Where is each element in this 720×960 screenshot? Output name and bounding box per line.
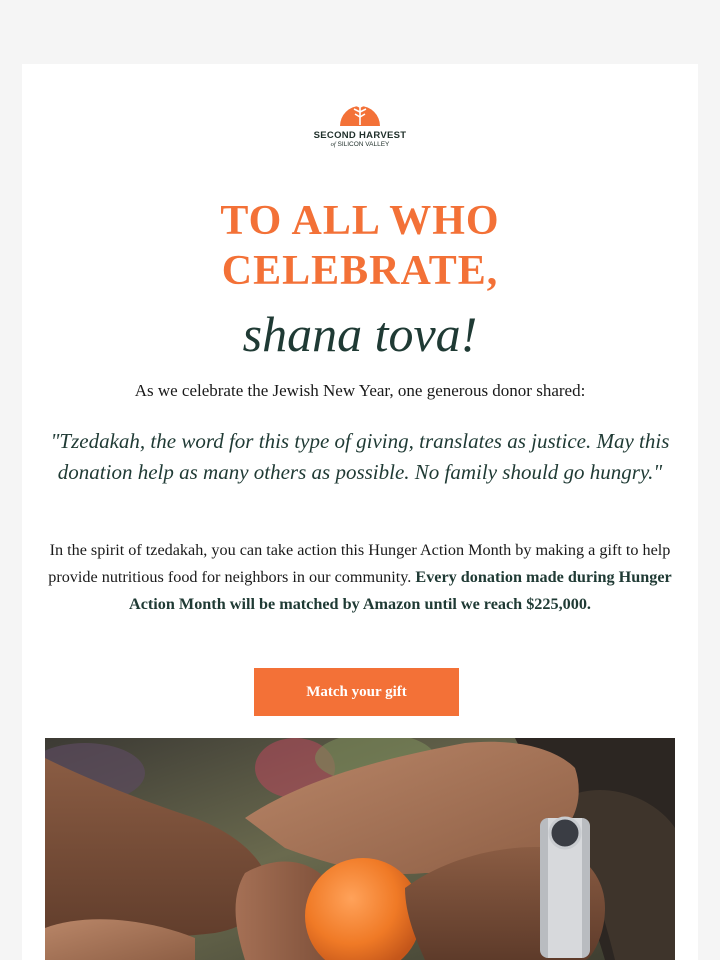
brand-logo[interactable] xyxy=(22,90,698,149)
headline-line-1: TO ALL WHO xyxy=(220,198,500,244)
brand-subname-prefix: of xyxy=(330,141,336,148)
email-card xyxy=(22,64,698,960)
body-bold-text: Every donation made during Hunger Action Month will be matched by Amazon until we reach $225,000. xyxy=(129,568,672,613)
headline xyxy=(22,196,698,296)
hands-holding-orange-image xyxy=(45,738,675,960)
brand-subname-text: SILICON VALLEY xyxy=(337,141,390,148)
brand-subname xyxy=(22,141,698,149)
body-regular-text: In the spirit of tzedakah, you can take action this Hunger Action Month by making a gift to help provide nutritious food for neighbors in our community. xyxy=(48,541,671,586)
body-paragraph xyxy=(48,537,672,618)
headline-line-2: CELEBRATE, xyxy=(221,248,499,294)
donor-quote: "Tzedakah, the word for this type of giving, translates as justice. May this donation help as many others as possible. No family should go hungry." xyxy=(50,429,670,484)
subheadline: shana tova! xyxy=(242,306,478,362)
wheat-sun-icon xyxy=(338,90,382,128)
brand-name: SECOND HARVEST xyxy=(313,130,407,141)
match-gift-button[interactable]: Match your gift xyxy=(254,668,459,716)
intro-text: As we celebrate the Jewish New Year, one generous donor shared: xyxy=(134,381,586,400)
